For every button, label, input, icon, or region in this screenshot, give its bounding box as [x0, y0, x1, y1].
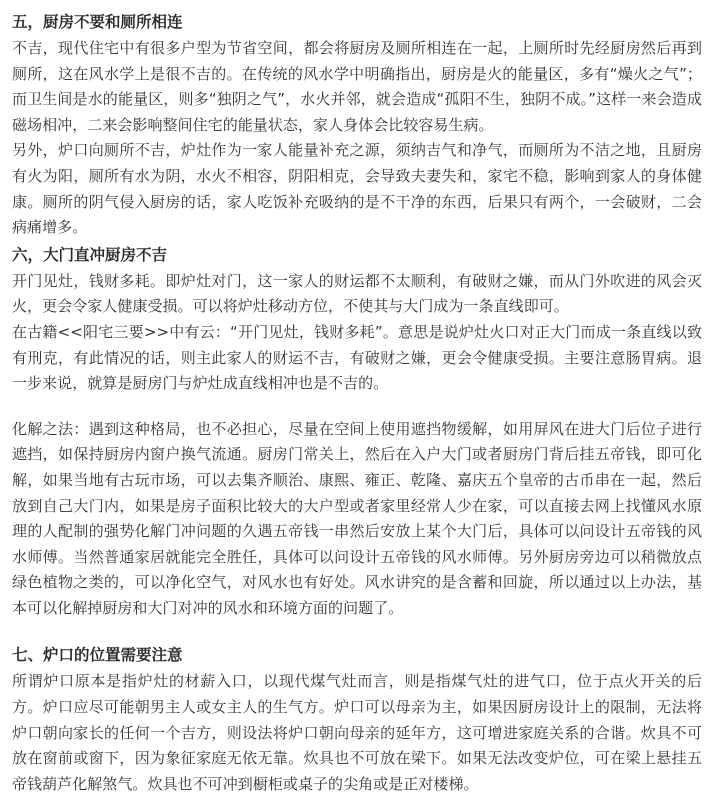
section-5-paragraph-1: 不吉，现代住宅中有很多户型为节省空间，都会将厨房及厕所相连在一起，上厕所时先经厨房然后再到厕所，这在风水学上是很不吉的。在传统的风水学中明确指出，厨房是火的能量区，多有“燥火之气”；而卫生间是水的能量区，则多“独阴之气”，水火并邻，就会造成“孤阳不生，独阴不成。”这样一来会造成磁场相冲，二来会影响整间住宅的能量状态，家人身体会比较容易生病。	[12, 39, 702, 134]
spacer	[12, 621, 702, 641]
section-5-heading: 五，厨房不要和厕所相连	[12, 13, 183, 31]
section-6-heading: 六，大门直冲厨房不吉	[12, 245, 168, 264]
section-5-paragraph-2: 另外，炉口向厕所不吉，炉灶作为一家人能量补充之源，须纳吉气和净气，而厕所为不洁之地，且厨房有火为阳，厕所有水为阴，水火不相容，阴阳相克，会导致夫妻失和，家宅不稳，影响到家人的身体健康。厕所的阴气侵入厨房的话，家人吃饭补充吸纳的是不干净的东西，后果只有两个，一会破财，二会病痛增多。	[12, 141, 702, 237]
section-7-heading: 七、炉口的位置需要注意	[12, 646, 183, 665]
section-6-paragraph-1: 开门见灶，钱财多耗。即炉灶对门，这一家人的财运都不太顺利，有破财之嫌，而从门外吹进的风会灭火，更会令家人健康受损。可以将炉灶移动方位，不使其与大门成为一条直线即可。	[12, 271, 702, 316]
spacer	[12, 397, 702, 417]
section-6-paragraph-3: 化解之法：遇到这种格局，也不必担心，尽量在空间上使用遮挡物缓解，如用屏风在进大门后位子进行遮挡，如保持厨房内窗户换气流通。厨房门常关上，然后在入户大门或者厨房门背后挂五帝钱，即可化解，如果当地有古玩市场，可以去集齐顺治、康熙、雍正、乾隆、嘉庆五个皇帝的古币串在一起，然后放到自己大门内，如果是房子面积比较大的大户型或者家里经常人少在家，可以直接去网上找懂风水原理的人配制的强势化解门冲问题的久遇五帝钱一串然后安放上某个大门后，具体可以问设计五帝钱的风水师傅。当然普通家居就能完全胜任，具体可以问设计五帝钱的风水师傅。另外厨房旁边可以稍微放点绿色植物之类的，可以净化空气，对风水也有好处。风水讲究的是含蓄和回旋，所以通过以上办法，基本可以化解掉厨房和大门对冲的风水和环境方面的问题了。	[12, 419, 702, 617]
article-body	[12, 8, 702, 797]
section-7-paragraph-1: 所谓炉口原本是指炉灶的材薪入口，以现代煤气灶而言，则是指煤气灶的进气口，位于点火开关的后方。炉口应尽可能朝男主人或女主人的生气方。炉口可以母亲为主，如果因厨房设计上的限制，无法将炉口朝向家长的任何一个吉方，则设法将炉口朝向母亲的延年方，这可增进家庭关系的合谐。炊具不可放在窗前或窗下，因为象征家庭无依无靠。炊具也不可放在梁下。如果无法改变炉位，可在梁上悬挂五帝钱葫芦化解煞气。炊具也不可冲到橱柜或桌子的尖角或是正对楼梯。	[12, 672, 702, 793]
section-6-paragraph-2: 在古籍<<阳宅三要>>中有云：“开门见灶，钱财多耗”。意思是说炉灶火口对正大门而成一条直线以致有刑克，有此情况的话，则主此家人的财运不吉，有破财之嫌，更会令健康受损。主要注意肠胃病。退一步来说，就算是厨房门与炉灶成直线相冲也是不吉的。	[12, 322, 702, 393]
